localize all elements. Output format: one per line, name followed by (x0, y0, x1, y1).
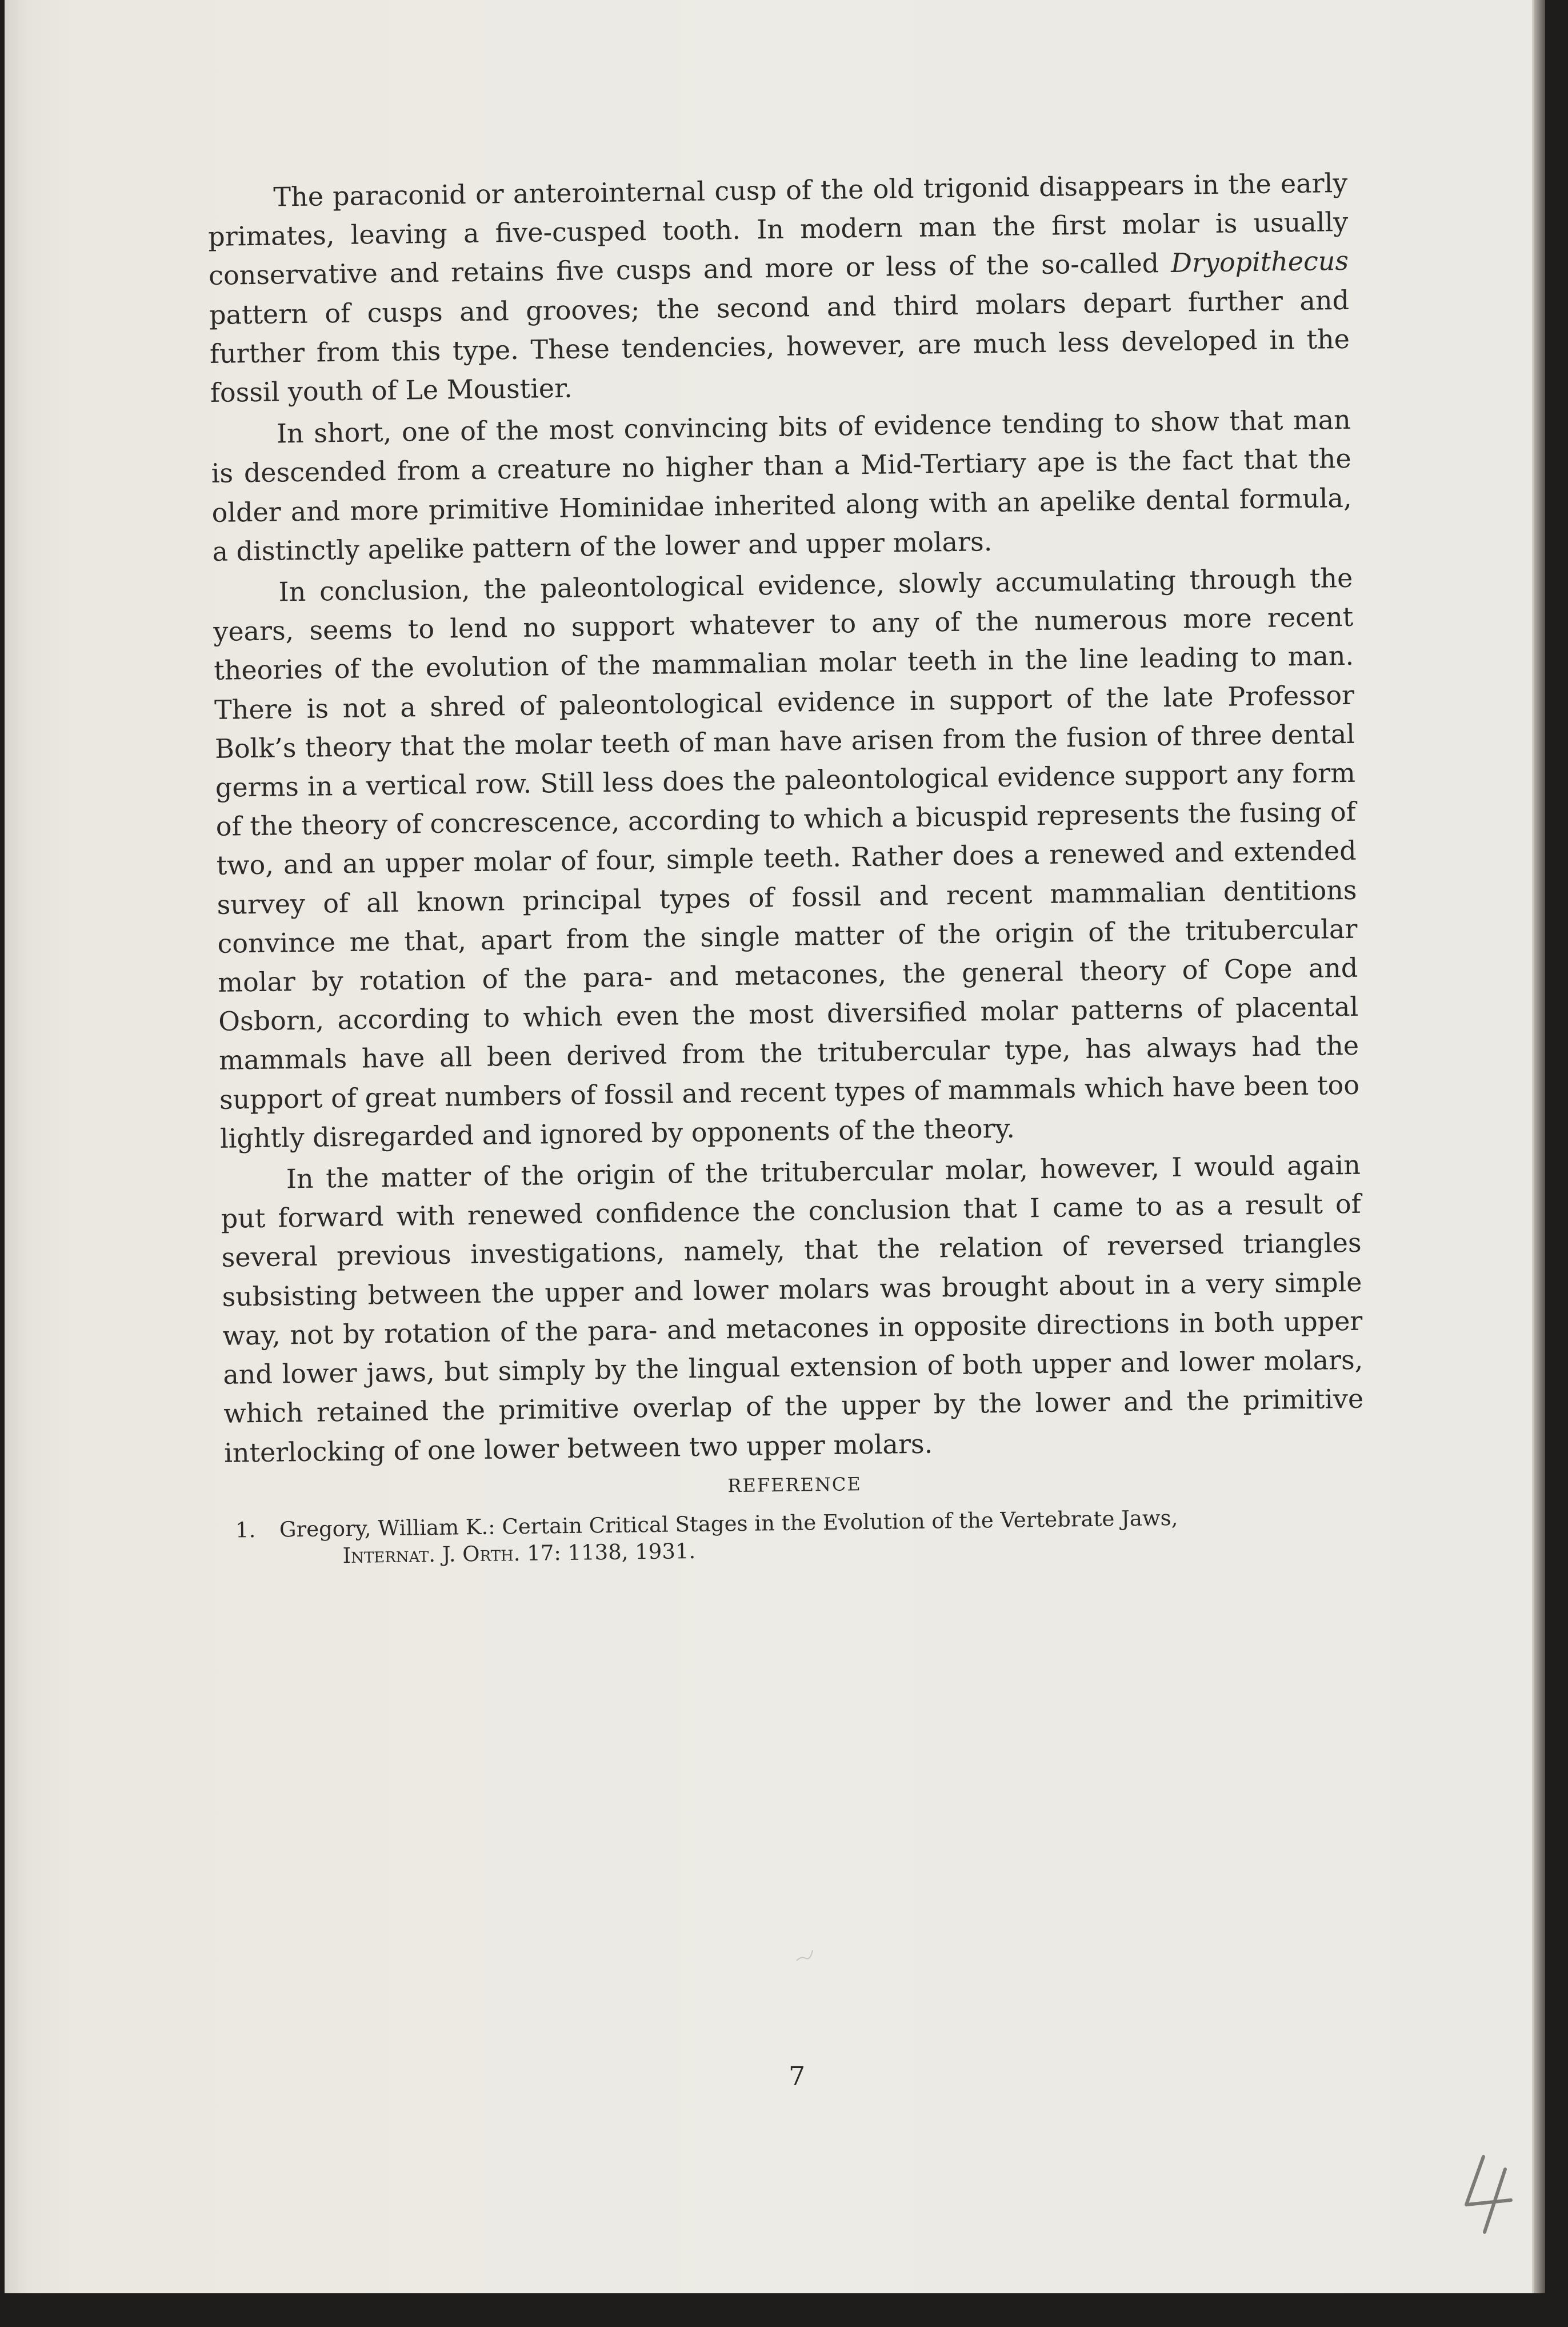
document-page (5, 0, 1534, 2293)
reference-heading: REFERENCE (727, 1472, 862, 1496)
reference-text: Gregory, William K.: Certain Critical Stages in the Evolution of the Vertebrate Jaws, (279, 1505, 1178, 1542)
genus-name: Dryopithecus (1170, 245, 1349, 279)
page-number: 7 (789, 2061, 806, 2091)
page-edge (1534, 0, 1545, 2293)
reference-journal: Internat. J. Orth. 17: 1138, 1931. (342, 1538, 696, 1568)
paragraph-text: pattern of cusps and grooves; the second and third molars depart further and further from this type. These tendencies, however, are much less developed in the fossil youth of Le Moustier. (209, 284, 1350, 408)
paragraph (207, 163, 1350, 412)
paper-speck (793, 1943, 816, 1966)
paragraph: In conclusion, the paleontological evidence, slowly accumulating through the years, seems to lend no support whatever to any of the numerous more recent theories of the evolution of the mammalian molar teeth in the line leading to man. There is not a shred of paleontological evidence in support of the late Professor Bolk’s theory that the molar teeth of man have arisen from the fusion of three dental germs in a vertical row. Still less does the paleontological evidence support any form of the theory of concrescence, according to which a bicuspid represents the fusing of two, and an upper molar of four, simple teeth. Rather does a renewed and extended survey of all known principal types of fossil and recent mammalian dentitions convince me that, apart from the single matter of the origin of the tritubercular molar by rotation of the para- and metacones, the general theory of Cope and Osborn, according to which even the most diversified molar patterns of placental mammals have all been derived from the tritubercular type, has always had the support of great numbers of fossil and recent types of mammals which have been too lightly disregarded and ignored by opponents of the theory. (213, 562, 1360, 1154)
body-text (207, 163, 1366, 1571)
reference-number: 1. (235, 1517, 256, 1543)
reference-entry (225, 1502, 1366, 1570)
paragraph: In short, one of the most convincing bits of evidence tending to show that man is descended from a creature no higher than a Mid-Tertiary ape is the fact that the older and more primitive Hominidae inherited along with an apelike dental formula, a distinctly apelike pattern of the lower and upper molars. (211, 404, 1352, 567)
paragraph: In the matter of the origin of the tritubercular molar, however, I would again put forward with renewed confidence the conclusion that I came to as a result of several previous investigations, namely, that the relation of reversed triangles subsisting between the upper and lower molars was brought about in a very simple way, not by rotation of the para- and metacones in opposite directions in both upper and lower jaws, but simply by the lingual extension of both upper and lower molars, which retained the primitive overlap of the upper by the lower and the primitive interlocking of one lower between two upper molars. (221, 1149, 1364, 1468)
paragraph-text: The paraconid or anterointernal cusp of the old trigonid disappears in the early primates, leaving a five-cusped tooth. In modern man the first molar is usually conservative and retains five cusps and more or less of the so-called (207, 167, 1349, 292)
handwritten-page-mark (1456, 2152, 1525, 2238)
